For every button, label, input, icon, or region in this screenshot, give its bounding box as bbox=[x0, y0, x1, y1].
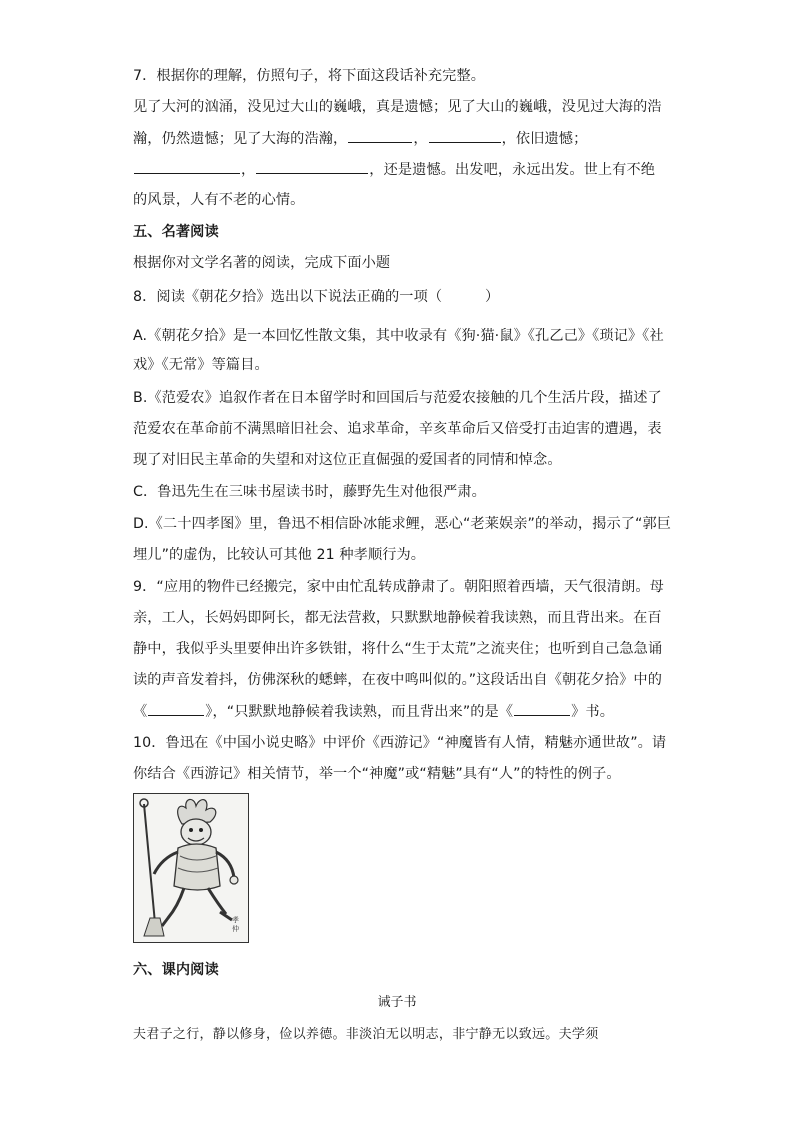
q8-option-d-line-2: 埋儿”的虚伪，比较认可其他 21 种孝顺行为。 bbox=[133, 547, 426, 563]
q8-option-c: C．鲁迅先生在三味书屋读书时，藤野先生对他很严肃。 bbox=[133, 484, 486, 500]
section5-intro: 根据你对文学名著的阅读，完成下面小题 bbox=[133, 255, 391, 271]
section6-heading: 六、课内阅读 bbox=[133, 962, 219, 978]
passage-title: 诫子书 bbox=[377, 995, 417, 1010]
q7-prompt: 7．根据你的理解，仿照句子，将下面这段话补充完整。 bbox=[133, 68, 486, 84]
q8-option-a-line-1: A.《朝花夕拾》是一本回忆性散文集，其中收录有《狗·猫·鼠》《孔乙己》《琐记》《社 bbox=[133, 328, 664, 344]
q9-text-c: 》书。 bbox=[571, 704, 615, 720]
q10-line-2: 你结合《西游记》相关情节，举一个“神魔”或“精魅”具有“人”的特性的例子。 bbox=[133, 766, 621, 782]
q8-option-b-line-2: 范爱农在革命前不满黑暗旧社会、追求革命，辛亥革命后又倍受打击迫害的遭遇，表 bbox=[133, 421, 662, 437]
q8-option-b-line-3: 现了对旧民主革命的失望和对这位正直倔强的爱国者的同情和悼念。 bbox=[133, 452, 562, 468]
demon-illustration-icon bbox=[133, 793, 249, 943]
svg-text:孝: 孝 bbox=[232, 916, 239, 924]
q8-stem: 8．阅读《朝花夕拾》选出以下说法正确的一项（ ） bbox=[133, 289, 500, 305]
q7-blank-1[interactable] bbox=[348, 128, 412, 143]
q7-line-2 bbox=[133, 128, 587, 149]
q9-blank-1[interactable] bbox=[148, 701, 204, 716]
q9-text-b: 》，“只默默地静候着我读熟，而且背出来”的是《 bbox=[205, 704, 514, 720]
q7-line-1: 见了大河的汹涌，没见过大山的巍峨，真是遗憾；见了大山的巍峨，没见过大海的浩 bbox=[133, 99, 662, 115]
q7-line-3 bbox=[133, 159, 655, 180]
section5-heading: 五、名著阅读 bbox=[133, 224, 219, 240]
q7-blank-3[interactable] bbox=[134, 159, 240, 174]
q9-line-3: 静中，我似乎头里要伸出许多铁钳，将什么“生于太荒”之流夹住；也听到自己急急诵 bbox=[133, 641, 663, 657]
q9-text-a: 《 bbox=[133, 704, 148, 720]
passage-text: 夫君子之行，静以修身，俭以养德。非淡泊无以明志，非宁静无以致远。夫学须 bbox=[133, 1027, 599, 1042]
q9-line-4: 读的声音发着抖，仿佛深秋的蟋蟀，在夜中鸣叫似的。”这段话出自《朝花夕拾》中的 bbox=[133, 672, 662, 688]
q8-option-d-line-1: D.《二十四孝图》里，鲁迅不相信卧冰能求鲤，恶心“老莱娱亲”的举动，揭示了“郭巨 bbox=[133, 516, 672, 532]
svg-text:仲: 仲 bbox=[232, 925, 239, 933]
q7-line-2-text-a: 瀚，仍然遗憾；见了大海的浩瀚， bbox=[133, 131, 348, 147]
q7-blank-2[interactable] bbox=[429, 128, 501, 143]
q9-line-2: 亲，工人，长妈妈即阿长，都无法营救，只默默地静候着我读熟，而且背出来。在百 bbox=[133, 610, 662, 626]
q9-blank-2[interactable] bbox=[514, 701, 570, 716]
q7-line-4: 的风景，人有不老的心情。 bbox=[133, 192, 305, 208]
q10-line-1: 10．鲁迅在《中国小说史略》中评价《西游记》“神魔皆有人情，精魅亦通世故”。请 bbox=[133, 735, 667, 751]
q7-line-3-text-b: ，还是遗憾。出发吧，永远出发。世上有不绝 bbox=[369, 162, 656, 178]
q7-line-3-text-a: ， bbox=[241, 162, 256, 178]
q9-line-5 bbox=[133, 701, 614, 722]
demon-illustration-svg bbox=[134, 794, 248, 942]
q8-option-a-line-2: 戏》《无常》等篇目。 bbox=[133, 357, 269, 373]
q9-line-1: 9．“应用的物件已经搬完，家中由忙乱转成静肃了。朝阳照着西墙，天气很清朗。母 bbox=[133, 579, 664, 595]
q7-line-2-text-c: ，依旧遗憾； bbox=[501, 131, 588, 147]
q8-option-b-line-1: B.《范爱农》追叙作者在日本留学时和回国后与范爱农接触的几个生活片段，描述了 bbox=[133, 390, 662, 406]
q7-line-2-text-b: ， bbox=[413, 131, 428, 147]
q7-blank-4[interactable] bbox=[256, 159, 368, 174]
